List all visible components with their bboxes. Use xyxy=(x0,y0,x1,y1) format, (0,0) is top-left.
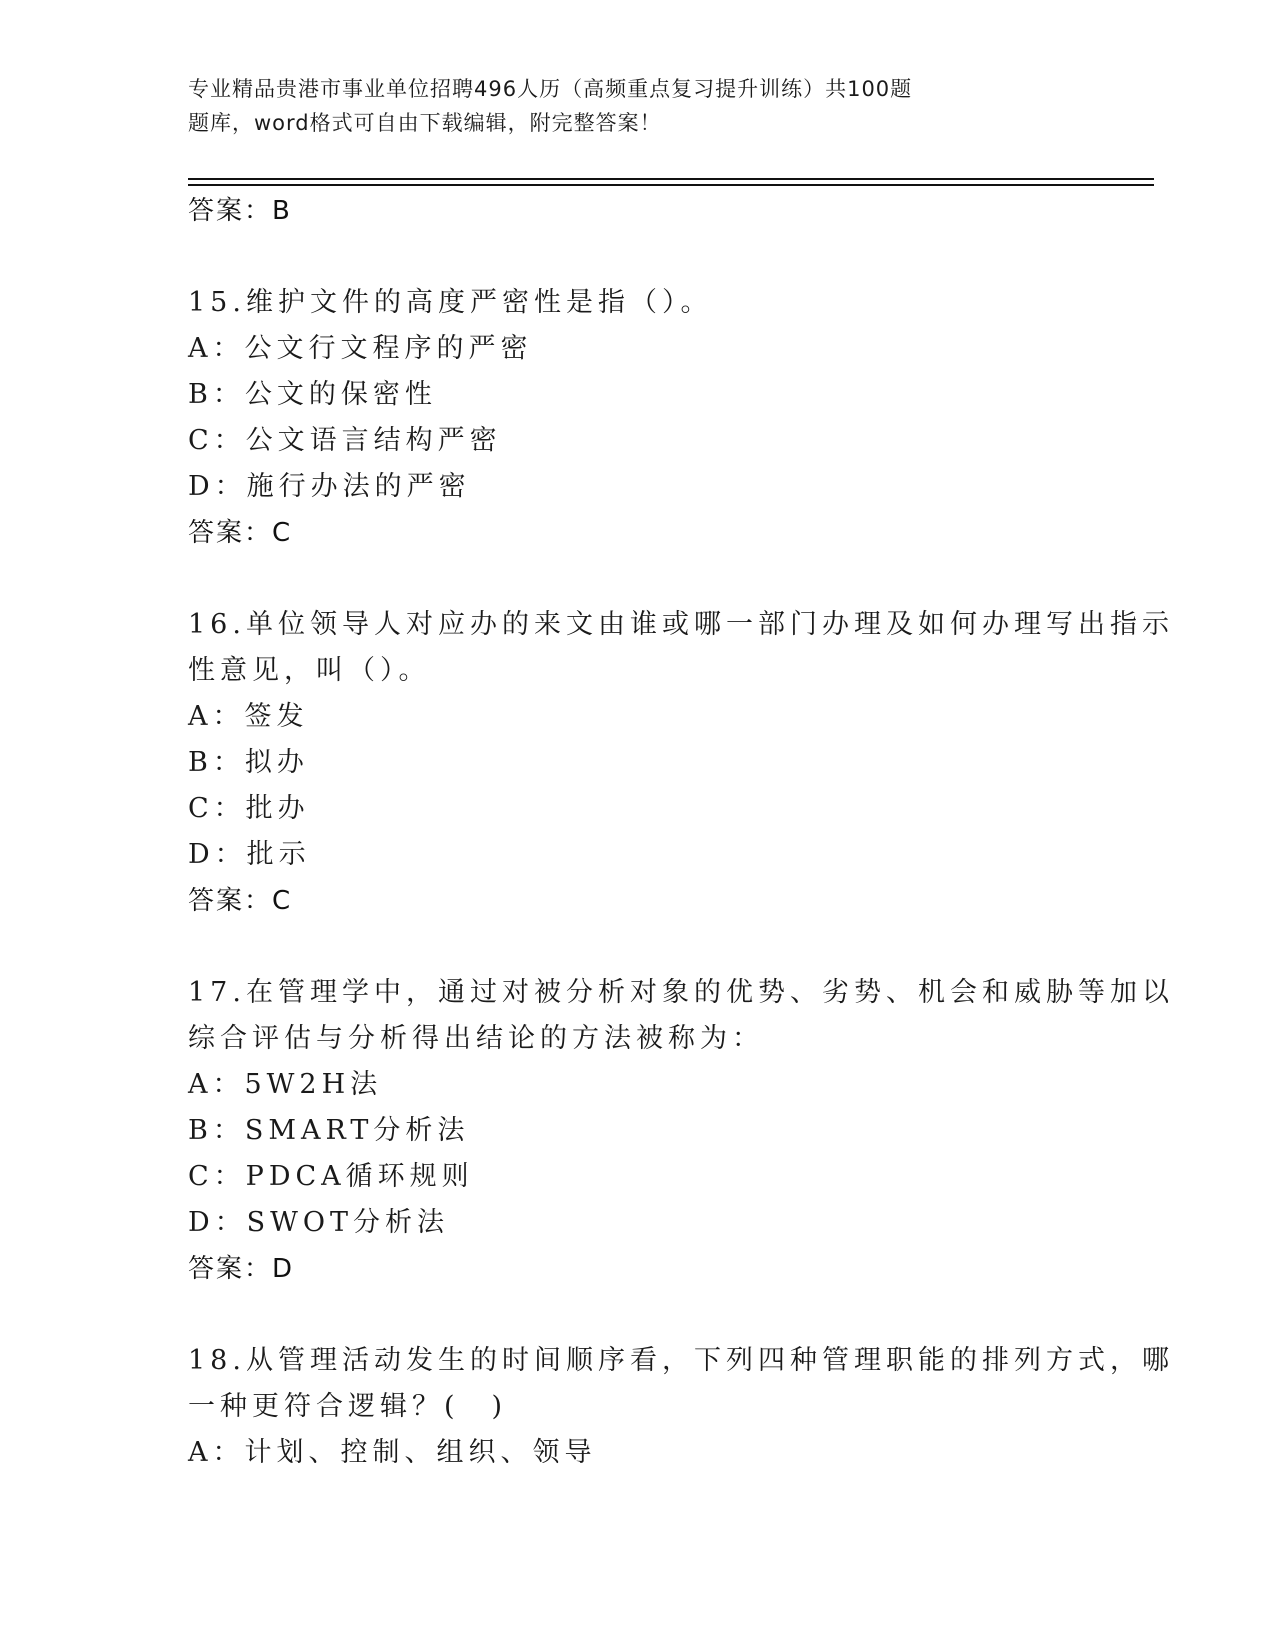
question-stem-line: 18.从管理活动发生的时间顺序看，下列四种管理职能的排列方式，哪 xyxy=(188,1345,1174,1376)
spacer xyxy=(188,924,1088,970)
question-stem xyxy=(188,970,1174,1062)
question-stem-line: 性意见，叫（）。 xyxy=(188,655,431,686)
option-b: B：SMART分析法 xyxy=(188,1115,470,1146)
option-c: C：批办 xyxy=(188,793,310,824)
option-a: A：5W2H法 xyxy=(188,1069,383,1100)
question-15 xyxy=(188,280,1088,556)
question-stem xyxy=(188,280,1088,326)
option-a: A：公文行文程序的严密 xyxy=(188,333,533,364)
spacer xyxy=(188,1292,1088,1338)
header-line-1: 专业精品贵港市事业单位招聘496人历（高频重点复习提升训练）共100题 xyxy=(188,77,913,101)
question-18 xyxy=(188,1338,1174,1476)
header-rule-top xyxy=(188,178,1154,180)
question-stem xyxy=(188,602,1174,694)
option-c: C：PDCA循环规则 xyxy=(188,1161,474,1192)
spacer xyxy=(188,234,1088,280)
question-stem-line: 17.在管理学中，通过对被分析对象的优势、劣势、机会和威胁等加以 xyxy=(188,977,1174,1008)
question-list xyxy=(188,188,1174,1476)
previous-answer: 答案：B xyxy=(188,196,292,226)
answer: 答案：C xyxy=(188,886,293,916)
answer: 答案：D xyxy=(188,1254,295,1284)
header-rule-bottom xyxy=(188,184,1154,186)
question-stem-line: 综合评估与分析得出结论的方法被称为： xyxy=(188,1023,764,1054)
spacer xyxy=(188,556,1088,602)
answer: 答案：C xyxy=(188,518,293,548)
question-stem xyxy=(188,1338,1174,1430)
document-header xyxy=(188,72,1048,140)
option-d: D：施行办法的严密 xyxy=(188,471,471,502)
option-b: B：公文的保密性 xyxy=(188,379,437,410)
option-c: C：公文语言结构严密 xyxy=(188,425,502,456)
header-line-2: 题库，word格式可自由下载编辑，附完整答案！ xyxy=(188,111,662,135)
option-d: D：批示 xyxy=(188,839,311,870)
question-stem-line: 一种更符合逻辑？( ) xyxy=(188,1391,508,1422)
question-17 xyxy=(188,970,1174,1292)
question-16 xyxy=(188,602,1174,924)
option-a: A：签发 xyxy=(188,701,309,732)
question-stem-line: 15.维护文件的高度严密性是指（）。 xyxy=(188,287,713,318)
option-b: B：拟办 xyxy=(188,747,309,778)
option-d: D：SWOT分析法 xyxy=(188,1207,450,1238)
question-stem-line: 16.单位领导人对应办的来文由谁或哪一部门办理及如何办理写出指示 xyxy=(188,609,1174,640)
option-a: A：计划、控制、组织、领导 xyxy=(188,1437,597,1468)
